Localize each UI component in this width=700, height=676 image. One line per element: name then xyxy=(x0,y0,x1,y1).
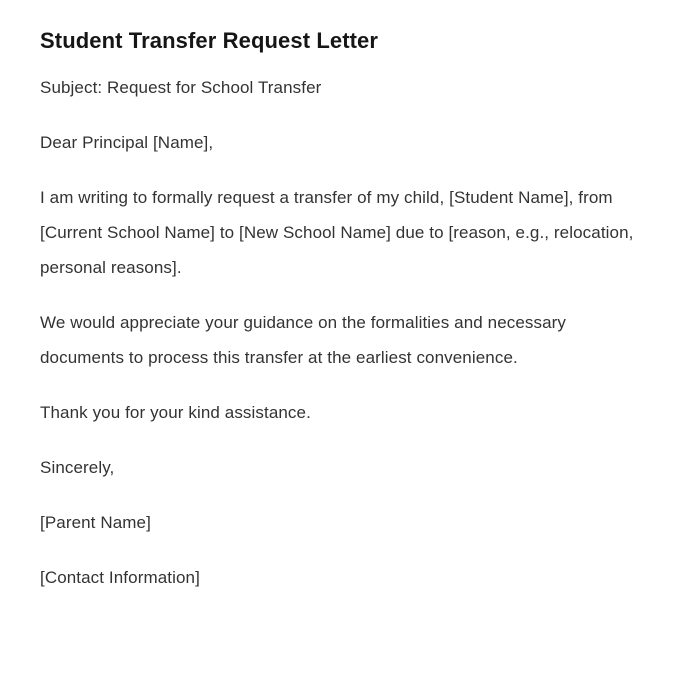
signature-name-placeholder: [Parent Name] xyxy=(40,513,151,532)
sign-off: Sincerely, xyxy=(40,458,115,477)
closing-thanks: Thank you for your kind assistance. xyxy=(40,403,311,422)
page-title: Student Transfer Request Letter xyxy=(40,28,379,53)
body-paragraph-1: I am writing to formally request a transfer of my child, [Student Name], from [Current School Name] to [New School Name] due to [reason, e.g., relocation, personal reasons]. xyxy=(40,188,634,277)
contact-info-placeholder: [Contact Information] xyxy=(40,568,200,587)
subject-line: Subject: Request for School Transfer xyxy=(40,78,322,97)
salutation: Dear Principal [Name], xyxy=(40,133,214,152)
body-paragraph-2: We would appreciate your guidance on the formalities and necessary documents to process this transfer at the earliest convenience. xyxy=(40,313,567,367)
